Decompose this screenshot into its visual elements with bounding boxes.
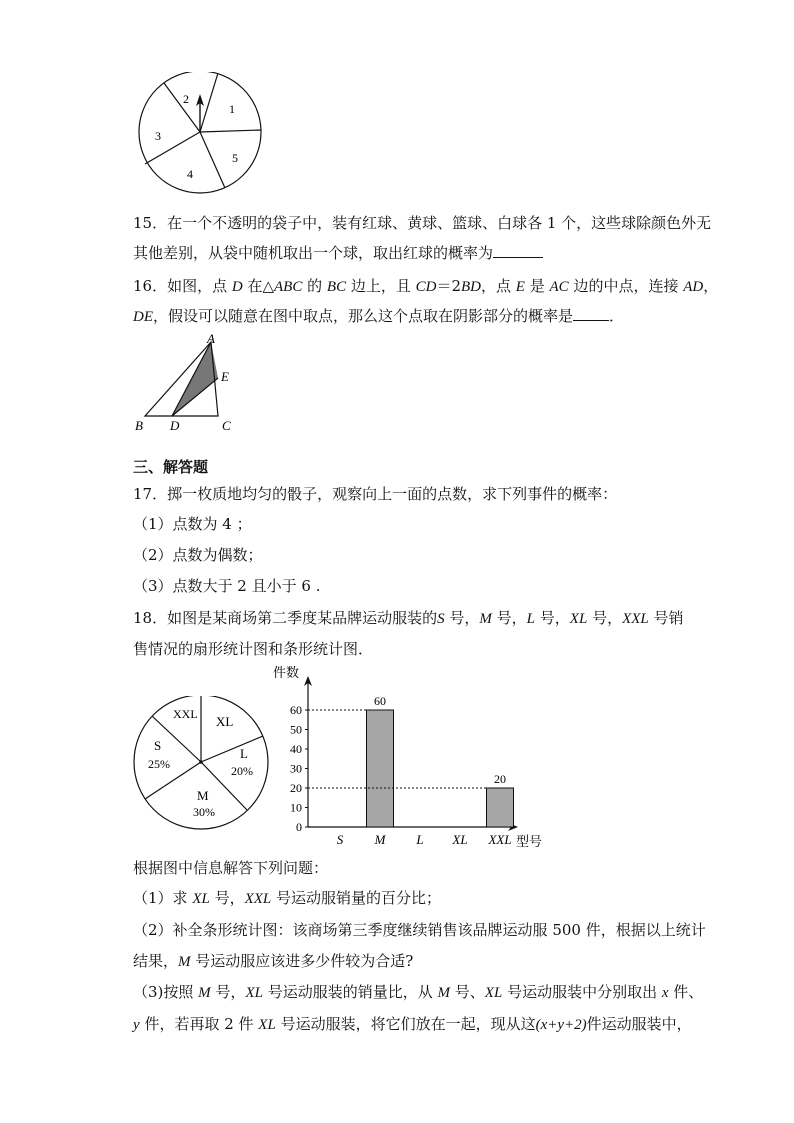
q16-var: BC xyxy=(326,279,347,295)
y-tick-label: 50 xyxy=(290,722,302,737)
q18-expression: (x+y+2) xyxy=(535,1017,587,1033)
q16-text: 16．如图，点 xyxy=(133,277,232,295)
q18-text: 号运动服装中分别取出 xyxy=(502,983,662,1001)
q16-text: ，点 xyxy=(481,277,516,295)
bar-chart xyxy=(270,660,550,850)
spinner-label: 3 xyxy=(155,129,161,143)
y-tick-label: 60 xyxy=(290,703,302,717)
q15-line1: 15．在一个不透明的袋子中，装有红球、黄球、篮球、白球各 1 个，这些球除颜色外无 xyxy=(133,214,712,232)
q18-var: x xyxy=(661,985,669,1001)
q15-line2-text: 其他差别，从袋中随机取出一个球，取出红球的概率为 xyxy=(133,244,494,262)
q18-text: 号运动服装的销量比，从 xyxy=(262,983,438,1001)
spinner-figure xyxy=(136,72,266,202)
q18-var: XL xyxy=(484,985,503,1001)
q18-text: （1）求 xyxy=(133,889,193,907)
spinner-label: 4 xyxy=(187,167,193,181)
q18-var: XL xyxy=(569,611,588,627)
q18-text: 18．如图是某商场第二季度某品牌运动服装的 xyxy=(133,609,438,627)
q16-text: 边上，且 xyxy=(346,277,416,295)
point-label-b: B xyxy=(135,418,143,433)
q18-text: 号运动服装，将它们放在一起，现从这 xyxy=(275,1015,536,1033)
q16-var: BD xyxy=(461,279,482,295)
q16-line2 xyxy=(133,306,624,327)
q17-part3: （3）点数大于 2 且小于 6 . xyxy=(133,577,321,595)
spinner-label: 5 xyxy=(232,151,238,165)
q18-var: M xyxy=(437,985,451,1001)
q16-text: ， xyxy=(703,277,719,295)
data-label: 60 xyxy=(374,694,386,708)
q16-var: DE xyxy=(133,309,153,325)
pie-label-l-pct: 20% xyxy=(231,764,253,778)
q15-line2 xyxy=(133,243,543,263)
pie-label-xl: XL xyxy=(216,714,234,729)
q16-var: ABC xyxy=(274,279,303,295)
q16-text: 边的中点，连接 xyxy=(568,277,684,295)
q18-text: 号， xyxy=(587,609,623,627)
pie-label-m: M xyxy=(197,788,209,803)
bar xyxy=(367,710,394,827)
q18-part3-line2 xyxy=(133,1014,692,1035)
point-label-c: C xyxy=(222,418,231,433)
pie-label-s-pct: 25% xyxy=(148,757,170,771)
q18-line2: 售情况的扇形统计图和条形统计图． xyxy=(133,640,374,658)
y-tick-label: 30 xyxy=(290,761,302,776)
q18-text: 号销 xyxy=(648,609,684,627)
q18-part2-line2 xyxy=(133,951,413,972)
q18-text: 号运动服应该进多少件较为合适? xyxy=(190,952,414,970)
data-label: 20 xyxy=(494,772,506,786)
y-tick-label: 10 xyxy=(290,800,302,815)
q18-var: XXL xyxy=(622,611,649,627)
q18-text: 号， xyxy=(209,889,245,907)
pie-label-xxl: XXL xyxy=(173,707,198,721)
q18-line1 xyxy=(133,608,684,629)
pie-center xyxy=(199,760,203,764)
q16-var: AC xyxy=(549,279,569,295)
q18-text: 号， xyxy=(535,609,570,627)
q16-text: ，假设可以随意在图中取点，那么这个点取在阴影部分的概率是 xyxy=(153,307,574,325)
q18-part2-line1: （2）补全条形统计图：该商场第三季度继续销售该品牌运动服 500 件，根据以上统计 xyxy=(133,921,706,939)
q18-part3-line1 xyxy=(133,982,703,1003)
x-tick-label: XL xyxy=(452,832,468,847)
pie-label-m-pct: 30% xyxy=(193,805,215,819)
spinner-label: 2 xyxy=(183,92,189,106)
y-tick-label: 0 xyxy=(296,820,302,834)
q18-var: XL xyxy=(192,891,210,907)
point-label-d: D xyxy=(170,418,180,433)
section-heading: 三、解答题 xyxy=(133,458,209,476)
x-tick-label: S xyxy=(336,832,344,847)
q18-var: XXL xyxy=(244,891,272,907)
q18-text: 结果， xyxy=(133,952,179,970)
q18-text: 号， xyxy=(210,983,246,1001)
q17-part1: （1）点数为 4 ； xyxy=(133,515,252,533)
q18-text: 件，若再取 2 件 xyxy=(139,1015,259,1033)
x-tick-label: XXL xyxy=(488,832,512,847)
q16-var: AD xyxy=(683,279,704,295)
shaded-region xyxy=(172,342,218,416)
x-axis-title: 型号 xyxy=(516,835,543,850)
q18-part1 xyxy=(133,888,441,909)
q18-text: （3)按照 xyxy=(133,983,199,1001)
y-tick-label: 20 xyxy=(290,781,302,795)
y-axis-title: 件数 xyxy=(273,666,300,681)
triangle-figure xyxy=(132,330,242,434)
x-tick-label: L xyxy=(416,832,424,847)
spinner-label: 1 xyxy=(229,102,235,116)
q16-text: 的 xyxy=(302,277,327,295)
q18-var: XL xyxy=(245,985,263,1001)
q18-var: XL xyxy=(258,1017,276,1033)
q18-text: 号、 xyxy=(450,983,485,1001)
y-tick-label: 40 xyxy=(290,742,302,756)
bar xyxy=(487,788,514,827)
q16-var: E xyxy=(515,279,525,295)
q18-var: M xyxy=(198,985,211,1001)
q18-text: 件运动服装中， xyxy=(586,1015,692,1033)
q18-text: 号， xyxy=(491,609,527,627)
answer-blank xyxy=(573,306,609,321)
q18-instruction: 根据图中信息解答下列问题： xyxy=(133,859,329,877)
q18-text: 件、 xyxy=(668,983,704,1001)
q18-text: 号， xyxy=(444,609,480,627)
pie-chart xyxy=(130,696,272,838)
q17-intro: 17．掷一枚质地均匀的骰子，观察向上一面的点数，求下列事件的概率： xyxy=(133,485,618,503)
q16-text: 是 xyxy=(524,277,550,295)
q16-text: 在△ xyxy=(242,277,275,295)
q16-text: ． xyxy=(609,307,625,325)
q18-var: y xyxy=(133,1017,140,1033)
q18-var: M xyxy=(178,954,191,970)
point-label-a: A xyxy=(207,331,215,346)
answer-blank xyxy=(493,243,543,258)
pie-label-s: S xyxy=(154,738,162,753)
q16-var: D xyxy=(231,279,243,295)
x-tick-label: M xyxy=(374,832,386,847)
q18-text: 号运动服销量的百分比； xyxy=(271,889,442,907)
q18-var: S xyxy=(437,611,445,627)
q16-line1 xyxy=(133,276,718,297)
q18-var: M xyxy=(479,611,492,627)
q18-var: L xyxy=(526,611,535,627)
q16-var: CD xyxy=(415,279,437,295)
q16-text: ＝2 xyxy=(436,277,462,295)
q17-part2: （2）点数为偶数； xyxy=(133,546,263,564)
point-label-e: E xyxy=(221,369,229,384)
pie-label-l: L xyxy=(240,746,248,761)
